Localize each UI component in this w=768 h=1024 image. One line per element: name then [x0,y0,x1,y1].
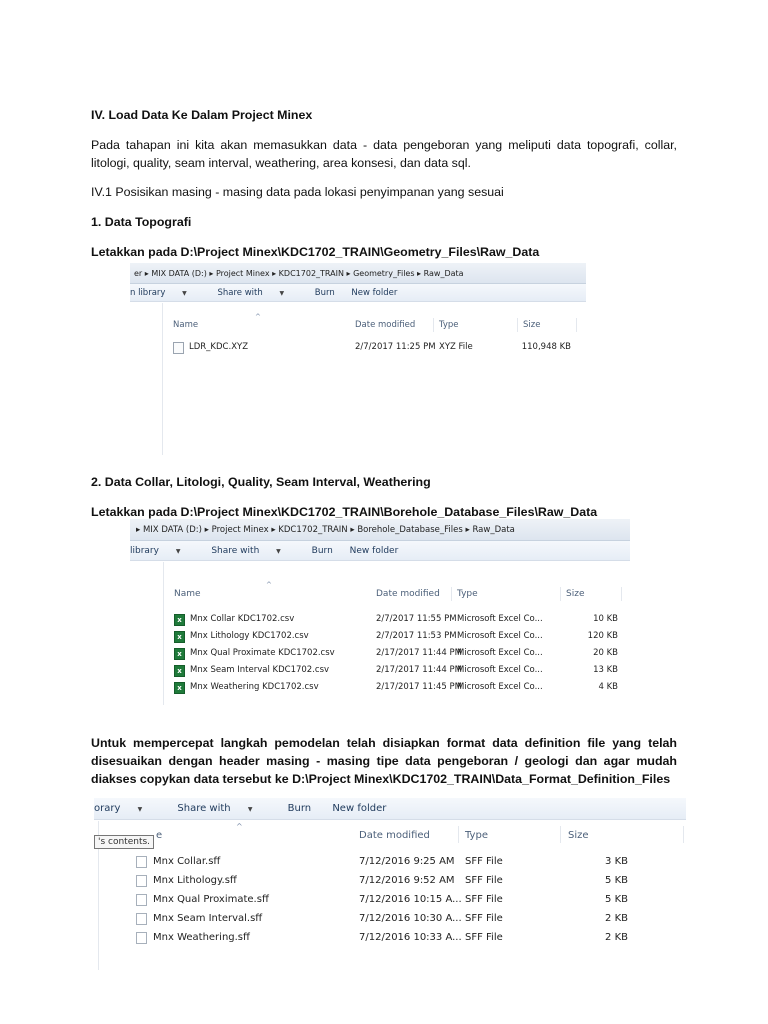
address-bar[interactable]: ▸ MIX DATA (D:) ▸ Project Minex ▸ KDC1702_TRAIN ▸ Borehole_Database_Files ▸ Raw_Data [130,519,630,541]
new-folder-button[interactable]: New folder [332,803,387,814]
file-date: 2/17/2017 11:44 PM [376,648,462,658]
column-header-size[interactable]: Size [568,830,589,841]
file-icon [136,913,147,925]
file-row[interactable] [174,631,620,645]
file-size: 2 KB [605,913,628,924]
file-date: 2/17/2017 11:45 PM [376,682,462,692]
column-header-name[interactable]: Name [174,589,201,599]
file-type: SFF File [465,932,503,943]
file-name: Mnx Lithology.sff [153,875,237,886]
file-name: Mnx Weathering KDC1702.csv [190,682,319,692]
file-icon [136,856,147,868]
chevron-down-icon: ▼ [137,806,143,813]
excel-file-icon: x [174,631,185,643]
include-library-button[interactable]: n library ▼ [130,284,201,303]
file-size: 110,948 KB [521,342,571,352]
file-row[interactable] [136,856,636,871]
file-size: 5 KB [605,894,628,905]
section1-title: 1. Data Topografi [91,215,192,230]
column-separator [517,318,518,332]
file-name: Mnx Seam Interval.sff [153,913,263,924]
address-bar[interactable]: er ▸ MIX DATA (D:) ▸ Project Minex ▸ KDC1702_TRAIN ▸ Geometry_Files ▸ Raw_Data [130,263,586,284]
file-size: 120 KB [587,631,618,641]
excel-file-icon: x [174,682,185,694]
file-size: 5 KB [605,875,628,886]
burn-button[interactable]: Burn [311,546,333,556]
column-header-date[interactable]: Date modified [359,830,430,841]
explorer-window-geometry [130,263,586,455]
subheading: IV.1 Posisikan masing - masing data pada lokasi penyimpanan yang sesuai [91,185,504,200]
intro-paragraph: Pada tahapan ini kita akan memasukkan data - data pengeboran yang meliputi data topografi, collar, litologi, quality, seam interval, weathering, area konsesi, dan data sql. [91,138,677,171]
file-icon [136,875,147,887]
file-name: Mnx Collar KDC1702.csv [190,614,295,624]
share-with-button[interactable]: Share with ▼ [177,798,266,821]
file-size: 2 KB [605,932,628,943]
file-size: 10 KB [593,614,618,624]
column-header-date[interactable]: Date modified [355,320,416,330]
file-icon [173,342,184,354]
nav-pane-divider [163,562,164,705]
file-type: Microsoft Excel Co... [457,631,543,641]
column-header-name[interactable]: e [156,830,163,841]
file-date: 7/12/2016 10:33 A... [359,932,462,943]
file-date: 7/12/2016 9:25 AM [359,856,455,867]
file-row[interactable] [136,932,636,947]
column-header-type[interactable]: Type [439,320,459,330]
file-row[interactable] [173,342,573,356]
chevron-down-icon: ▼ [247,806,253,813]
column-separator [433,318,434,332]
share-with-button[interactable]: Share with ▼ [211,541,294,562]
file-name: Mnx Weathering.sff [153,932,250,943]
column-separator [560,587,561,601]
column-separator [560,826,561,843]
column-separator [576,318,577,332]
file-size: 3 KB [605,856,628,867]
file-row[interactable] [174,665,620,679]
include-library-button[interactable]: library ▼ [130,541,194,562]
file-type: SFF File [465,856,503,867]
file-name: Mnx Seam Interval KDC1702.csv [190,665,330,675]
file-type: SFF File [465,913,503,924]
section1-location: Letakkan pada D:\Project Minex\KDC1702_TRAIN\Geometry_Files\Raw_Data [91,245,540,260]
file-icon [136,932,147,944]
chevron-down-icon: ▼ [279,290,285,297]
file-type: Microsoft Excel Co... [457,614,543,624]
include-library-button[interactable]: orary ▼ [94,798,156,821]
file-date: 7/12/2016 10:30 A... [359,913,462,924]
section2-title: 2. Data Collar, Litologi, Quality, Seam Interval, Weathering [91,475,431,490]
column-separator [458,826,459,843]
tooltip: 's contents. [94,835,154,849]
column-header-date[interactable]: Date modified [376,589,440,599]
file-date: 7/12/2016 10:15 A... [359,894,462,905]
file-name: Mnx Qual Proximate.sff [153,894,269,905]
column-separator [451,587,452,601]
burn-button[interactable]: Burn [314,288,335,298]
share-with-button[interactable]: Share with ▼ [217,284,298,303]
column-header-size[interactable]: Size [523,320,541,330]
toolbar [130,284,586,302]
new-folder-button[interactable]: New folder [349,546,399,556]
explorer-window-format-definition [94,798,686,970]
file-name: Mnx Qual Proximate KDC1702.csv [190,648,335,658]
heading: IV. Load Data Ke Dalam Project Minex [91,108,313,123]
format-definition-paragraph: Untuk mempercepat langkah pemodelan telah disiapkan format data definition file yang telah disesuaikan dengan header masing - masing tipe data pengeboran / geologi dan agar mudah diakses copykan data tersebut ke D:\Project Minex\KDC1702_TRAIN\Data_Format_Definition_Files [91,736,677,787]
file-date: 2/7/2017 11:53 PM [376,631,457,641]
file-date: 7/12/2016 9:52 AM [359,875,455,886]
file-size: 20 KB [593,648,618,658]
file-size: 13 KB [593,665,618,675]
column-header-type[interactable]: Type [457,589,478,599]
file-name: Mnx Collar.sff [153,856,221,867]
file-name: Mnx Lithology KDC1702.csv [190,631,309,641]
file-date: 2/17/2017 11:44 PM [376,665,462,675]
file-date: 2/7/2017 11:25 PM [355,342,436,352]
sort-ascending-icon: ^ [255,313,261,321]
file-row[interactable] [174,614,620,628]
file-type: Microsoft Excel Co... [457,665,543,675]
file-icon [136,894,147,906]
column-header-name[interactable]: Name [173,320,199,330]
column-separator [683,826,684,843]
file-type: SFF File [465,875,503,886]
sort-ascending-icon: ^ [266,581,272,589]
chevron-down-icon: ▼ [182,290,187,297]
excel-file-icon: x [174,665,185,677]
file-date: 2/7/2017 11:55 PM [376,614,457,624]
new-folder-button[interactable]: New folder [351,288,398,298]
file-type: Microsoft Excel Co... [457,648,543,658]
column-header-size[interactable]: Size [566,589,585,599]
file-row[interactable] [136,913,636,928]
section2-location: Letakkan pada D:\Project Minex\KDC1702_TRAIN\Borehole_Database_Files\Raw_Data [91,505,598,520]
toolbar [130,541,630,561]
file-type: SFF File [465,894,503,905]
file-size: 4 KB [598,682,618,692]
explorer-window-borehole [130,519,630,705]
toolbar [94,798,686,820]
file-type: XYZ File [439,342,473,352]
file-name: LDR_KDC.XYZ [189,342,249,352]
file-row[interactable] [136,894,636,909]
column-separator [621,587,622,601]
chevron-down-icon: ▼ [175,548,181,555]
chevron-down-icon: ▼ [276,548,281,555]
burn-button[interactable]: Burn [287,803,312,814]
file-row[interactable] [174,682,620,696]
file-row[interactable] [136,875,636,890]
excel-file-icon: x [174,614,185,626]
file-row[interactable] [174,648,620,662]
file-type: Microsoft Excel Co... [457,682,543,692]
excel-file-icon: x [174,648,185,660]
sort-ascending-icon: ^ [236,822,243,831]
nav-pane-divider [162,303,163,455]
column-header-type[interactable]: Type [465,830,488,841]
